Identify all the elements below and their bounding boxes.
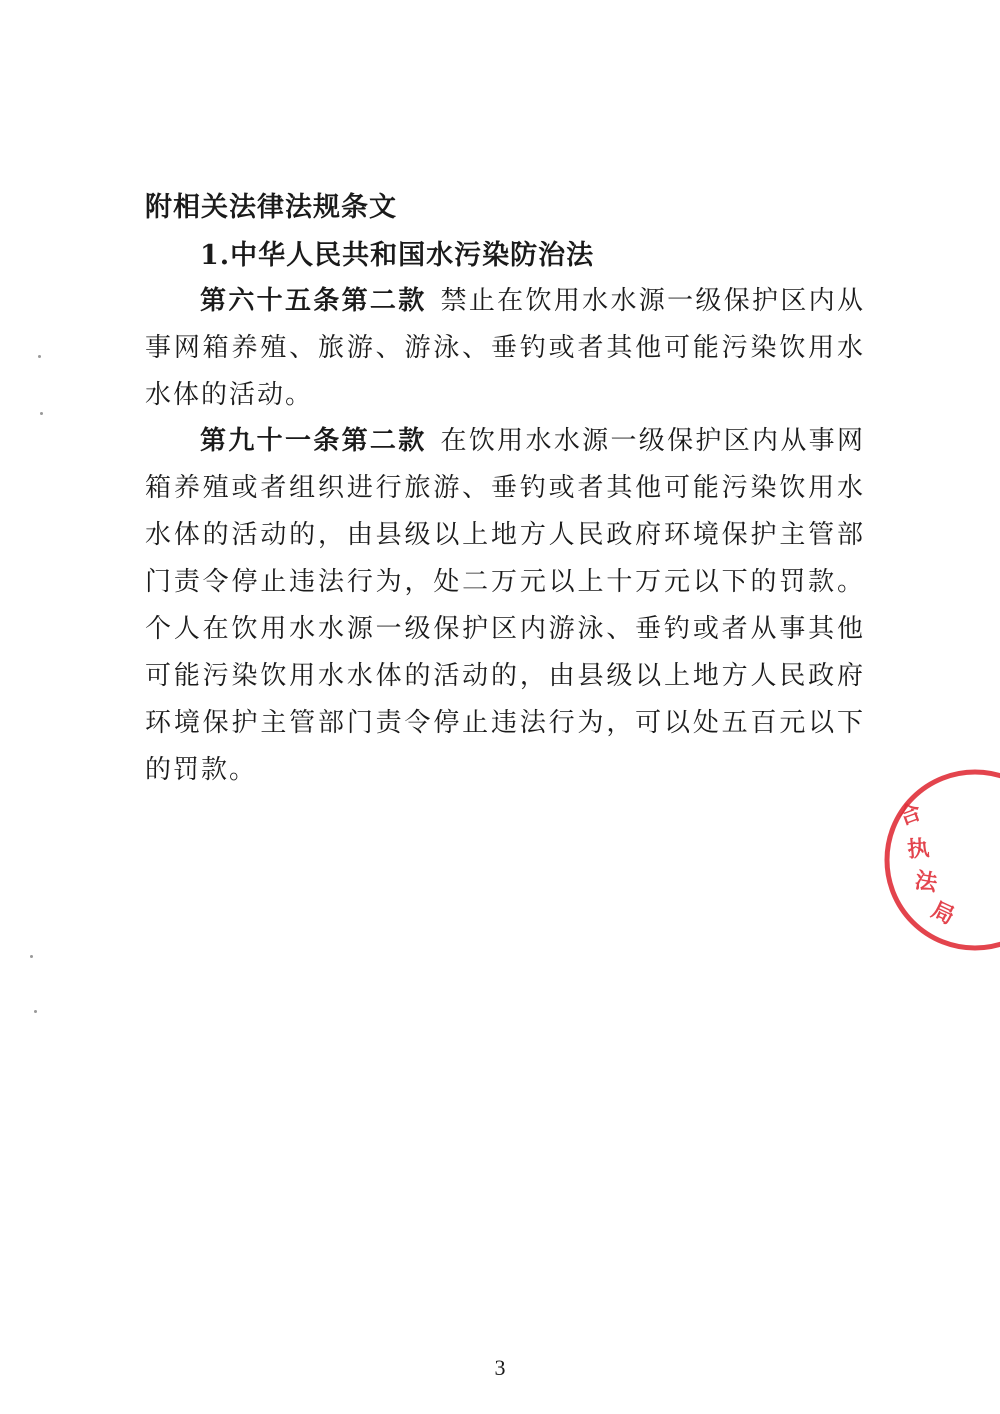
svg-text:法: 法 xyxy=(912,868,939,897)
scan-speck xyxy=(30,955,33,958)
svg-text:合: 合 xyxy=(895,799,925,831)
article-text: 在饮用水水源一级保护区内从事网箱养殖或者组织进行旅游、垂钓或者其他可能污染饮用水水体的活动的，由县级以上地方人民政府环境保护主管部门责令停止违法行为，处二万元以上十万元以下的罚款。个人在饮用水水源一级保护区内游泳、垂钓或者从事其他可能污染饮用水水体的活动的，由县级以上地方人民政府环境保护主管部门责令停止违法行为，可以处五百元以下的罚款。 xyxy=(145,426,865,785)
law-title: 1.中华人民共和国水污染防治法 xyxy=(200,240,595,271)
svg-text:执: 执 xyxy=(906,836,931,863)
article-text: 禁止在饮用水水源一级保护区内从事网箱养殖、旅游、游泳、垂钓或者其他可能污染饮用水水体的活动。 xyxy=(145,286,865,410)
page-number: 3 xyxy=(494,1355,506,1380)
article-paragraph-65 xyxy=(145,278,865,419)
scan-speck xyxy=(40,412,43,415)
appendix-heading: 附相关法律法规条文 xyxy=(145,192,397,223)
scan-speck xyxy=(34,1010,37,1013)
article-paragraph-91 xyxy=(145,418,865,794)
article-clause-label: 第九十一条第二款 xyxy=(200,426,427,456)
article-clause-label: 第六十五条第二款 xyxy=(200,286,427,316)
svg-text:局: 局 xyxy=(927,897,958,930)
official-seal xyxy=(880,765,1000,955)
scan-speck xyxy=(38,355,41,358)
